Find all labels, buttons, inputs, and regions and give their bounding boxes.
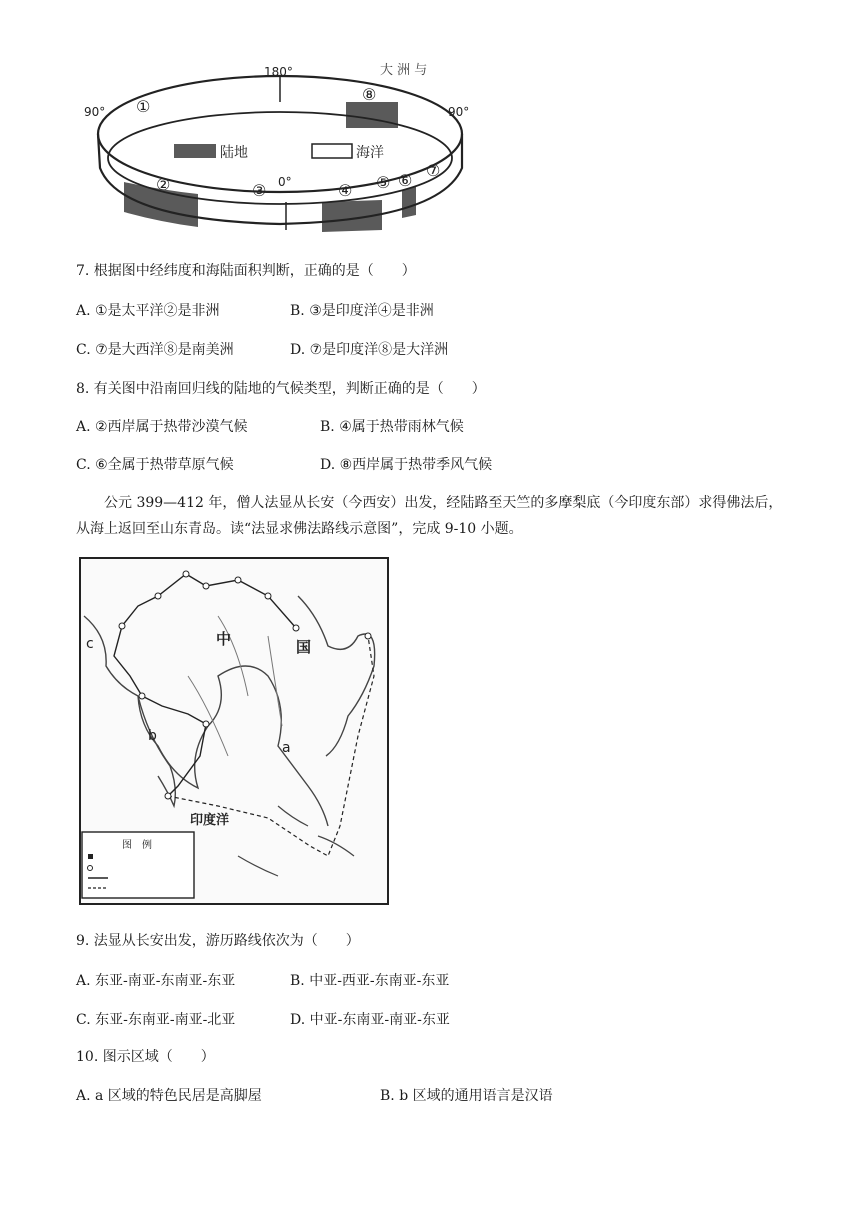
waypoint (235, 577, 241, 583)
q8-option-a: A. ②西岸属于热带沙漠气候 (76, 419, 248, 435)
waypoint (293, 625, 299, 631)
waypoint (203, 721, 209, 727)
q8-option-d: D. ⑧西岸属于热带季风气候 (320, 457, 493, 473)
q9-stem: 9. 法显从长安出发，游历路线依次为（ ） (76, 933, 360, 949)
waypoint (183, 571, 189, 577)
q7-option-b: B. ③是印度洋④是非洲 (290, 303, 434, 319)
q7-option-d: D. ⑦是印度洋⑧是大洋洲 (290, 342, 449, 358)
map-label-china-1: 中 (216, 630, 232, 648)
label-lon-top: 180° (264, 65, 293, 79)
q9-option-c: C. 东亚-东南亚-南亚-北亚 (76, 1012, 236, 1028)
waypoint (203, 583, 209, 589)
map-label-a: a (282, 740, 291, 756)
map-label-indian-ocean: 印度洋 (190, 813, 230, 828)
waypoint (365, 633, 371, 639)
legend-ocean-label: 海洋 (356, 145, 384, 161)
latitude-ring-figure (80, 62, 480, 242)
header-partial: 大 洲 与 (380, 63, 428, 78)
waypoint (155, 593, 161, 599)
q7-option-a: A. ①是太平洋②是非洲 (76, 303, 220, 319)
marker-1: ① (136, 97, 151, 116)
map-legend-title: 图 例 (122, 840, 152, 851)
q9-option-b: B. 中亚-西亚-东南亚-东亚 (290, 973, 450, 989)
q9-option-a: A. 东亚-南亚-东南亚-东亚 (76, 973, 236, 989)
label-lon-left: 90° (84, 105, 106, 119)
map-label-c: c (86, 636, 94, 652)
legend-land-label: 陆地 (220, 145, 248, 161)
q8-option-b: B. ④属于热带雨林气候 (320, 419, 464, 435)
legend-ocean-swatch (312, 144, 352, 158)
marker-3: ③ (252, 181, 267, 200)
waypoint (139, 693, 145, 699)
marker-5: ⑤ (376, 173, 391, 192)
q7-option-c: C. ⑦是大西洋⑧是南美洲 (76, 342, 234, 358)
q8-stem: 8. 有关图中沿南回归线的陆地的气候类型，判断正确的是（ ） (76, 381, 486, 397)
marker-6: ⑥ (398, 171, 413, 190)
marker-8: ⑧ (362, 85, 377, 104)
passage-text (76, 490, 788, 542)
q10-option-b: B. b 区域的通用语言是汉语 (380, 1088, 553, 1104)
marker-4: ④ (338, 181, 353, 200)
q10-stem: 10. 图示区域（ ） (76, 1049, 215, 1065)
waypoint (165, 793, 171, 799)
faxian-route-map (78, 556, 390, 906)
label-lon-zero: 0° (278, 175, 292, 189)
marker-2: ② (156, 175, 171, 194)
marker-7: ⑦ (426, 161, 441, 180)
q8-option-c: C. ⑥全属于热带草原气候 (76, 457, 234, 473)
map-label-b: b (148, 728, 157, 744)
passage-content: 公元 399—412 年，僧人法显从长安（今西安）出发，经陆路至天竺的多摩梨底（今印度东部）求得佛法后，从海上返回至山东青岛。读“法显求佛法路线示意图”，完成 9-10 小题。 (76, 495, 783, 537)
waypoint (119, 623, 125, 629)
legend-square-symbol (88, 854, 93, 859)
land-block-8 (346, 102, 398, 128)
q7-stem: 7. 根据图中经纬度和海陆面积判断，正确的是（ ） (76, 263, 416, 279)
q9-option-d: D. 中亚-东南亚-南亚-东亚 (290, 1012, 450, 1028)
waypoint (265, 593, 271, 599)
legend-circle-symbol (88, 866, 93, 871)
legend-land-swatch (174, 144, 216, 158)
label-lon-right: 90° (448, 105, 470, 119)
map-label-china-2: 国 (296, 638, 312, 656)
q10-option-a: A. a 区域的特色民居是高脚屋 (76, 1088, 262, 1104)
land-block-6 (402, 186, 416, 218)
